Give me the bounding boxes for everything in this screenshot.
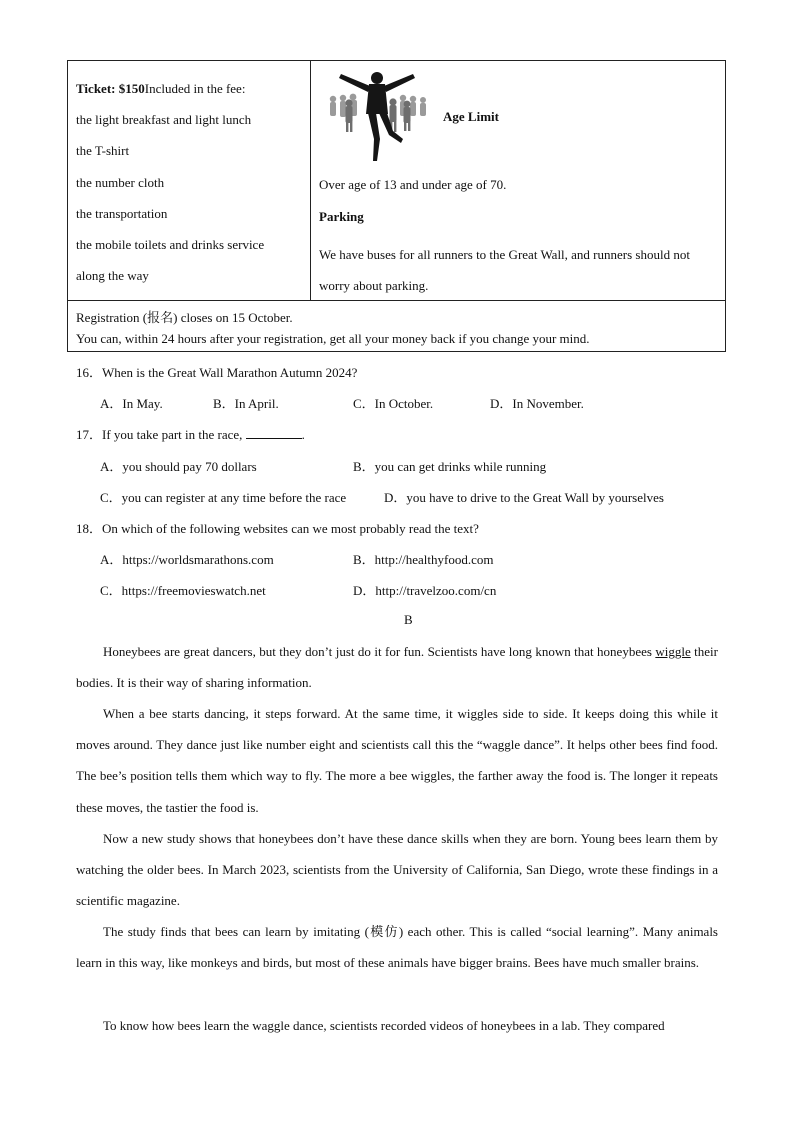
underlined-word: wiggle bbox=[655, 644, 691, 659]
passage-paragraph-5: To know how bees learn the waggle dance, scientists recorded videos of honeybees in a lab. They compared bbox=[103, 1018, 665, 1033]
ticket-cell bbox=[68, 61, 311, 300]
question-number: 16． bbox=[76, 365, 103, 380]
parking-text: We have buses for all runners to the Great Wall, and runners should not worry about parking. bbox=[319, 247, 690, 293]
fee-item: the T-shirt bbox=[76, 143, 130, 159]
option-17b: B．you can get drinks while running bbox=[353, 459, 547, 474]
age-limit-title: Age Limit bbox=[443, 109, 499, 124]
parking-title: Parking bbox=[319, 209, 364, 224]
ticket-line bbox=[76, 76, 310, 107]
option-18c: C．https://freemovieswatch.net bbox=[100, 583, 266, 598]
refund-text: You can, within 24 hours after your registration, get all your money back if you change your mind. bbox=[76, 331, 590, 346]
fee-item: the transportation bbox=[76, 205, 168, 221]
ticket-included: Included in the fee: bbox=[144, 81, 246, 96]
registration-cell bbox=[68, 300, 725, 351]
answer-blank bbox=[246, 426, 302, 439]
option-16b: B．In April. bbox=[213, 396, 279, 411]
option-18d: D．http://travelzoo.com/cn bbox=[353, 583, 497, 598]
option-17a: A．you should pay 70 dollars bbox=[100, 459, 257, 474]
age-limit-text: Over age of 13 and under age of 70. bbox=[319, 177, 507, 192]
fee-item: along the way bbox=[76, 268, 149, 284]
question-stem: When is the Great Wall Marathon Autumn 2024? bbox=[102, 365, 358, 380]
ticket-price: $150 bbox=[118, 81, 145, 96]
option-18a: A．https://worldsmarathons.com bbox=[100, 552, 274, 567]
age-parking-cell bbox=[311, 61, 725, 300]
question-number: 18． bbox=[76, 521, 103, 536]
ticket-label: Ticket: bbox=[76, 81, 116, 96]
p1-start: Honeybees are great dancers, but they don’t just do it for fun. Scientists have long known that honeybees bbox=[103, 644, 656, 659]
marathon-info-table bbox=[67, 60, 726, 352]
option-17c: C．you can register at any time before the race bbox=[100, 490, 347, 505]
passage-paragraph-1 bbox=[76, 636, 718, 698]
option-16c: C．In October. bbox=[353, 396, 434, 411]
question-stem: If you take part in the race, bbox=[102, 427, 243, 442]
passage-paragraph-4: The study finds that bees can learn by imitating (模仿) each other. This is called “social learning”. Many animals learn in this way, like monkeys and birds, but most of these animals have bigger brains. Bees have much smaller brains. bbox=[76, 924, 718, 971]
fee-item: the light breakfast and light lunch bbox=[76, 112, 252, 128]
marathon-runners-image bbox=[319, 69, 437, 165]
option-18b: B．http://healthyfood.com bbox=[353, 552, 494, 567]
passage-paragraph-3: Now a new study shows that honeybees don’t have these dance skills when they are born. Young bees learn them by watching the older bees. In March 2023, scientists from the University of California, San Diego, wrote these findings in a scientific magazine. bbox=[76, 831, 718, 909]
question-number: 17． bbox=[76, 427, 103, 442]
question-18 bbox=[76, 518, 479, 537]
fee-item: the mobile toilets and drinks service bbox=[76, 236, 265, 252]
option-16d: D．In November. bbox=[490, 396, 584, 411]
option-16a: A．In May. bbox=[100, 396, 163, 411]
passage-paragraph-2: When a bee starts dancing, it steps forward. At the same time, it wiggles side to side. It keeps doing this while it moves around. They dance just like number eight and scientists call this the “waggle dance”. It helps other bees find food. The bee’s position tells them which way to fly. The more a bee wiggles, the farther away the food is. The longer it repeats these moves, the tastier the food is. bbox=[76, 706, 718, 815]
question-16 bbox=[76, 362, 357, 381]
option-17d: D．you have to drive to the Great Wall by yourselves bbox=[384, 490, 664, 505]
question-stem-end: . bbox=[301, 427, 305, 442]
section-letter: B bbox=[404, 612, 413, 627]
fee-item: the number cloth bbox=[76, 174, 165, 190]
question-stem: On which of the following websites can we most probably read the text? bbox=[102, 521, 479, 536]
question-17 bbox=[76, 424, 305, 443]
registration-text: Registration (报名) closes on 15 October. bbox=[76, 310, 293, 325]
p1-end: their bodies. It is their way of sharing information. bbox=[76, 644, 718, 691]
